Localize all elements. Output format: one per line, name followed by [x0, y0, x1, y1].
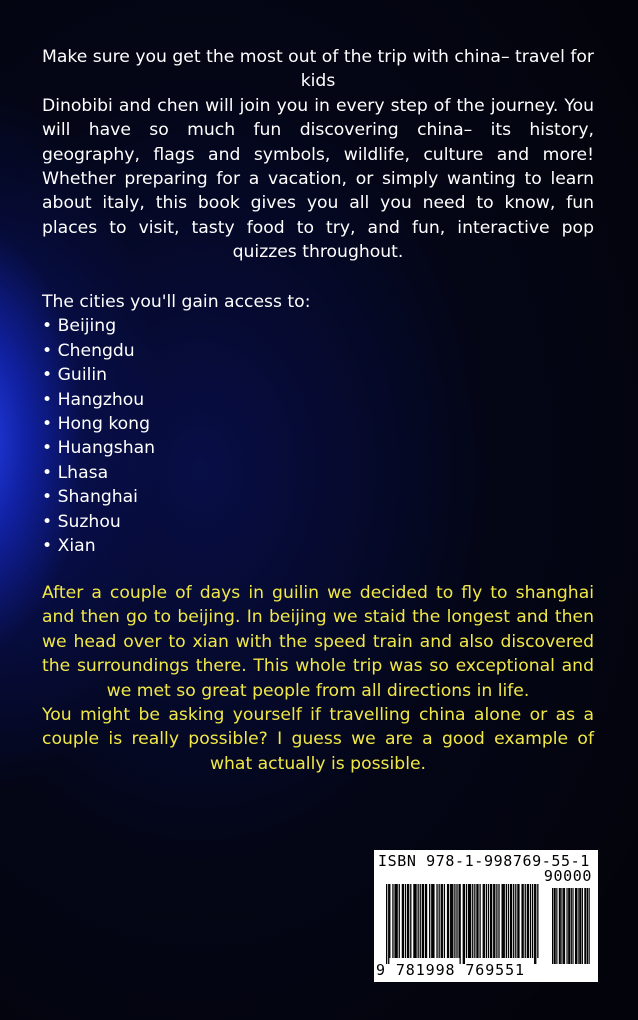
ean-digits: 9 781998 769551	[376, 961, 525, 979]
barcode-bar	[444, 884, 445, 958]
barcode-bar	[491, 884, 492, 958]
barcode-bar	[448, 884, 449, 958]
cities-section	[42, 290, 594, 558]
city-item: • Hangzhou	[42, 388, 594, 412]
barcode-bar	[511, 884, 512, 958]
barcode-bar	[477, 884, 478, 958]
barcode-addon-bar	[571, 888, 572, 964]
barcode-bar	[442, 884, 443, 958]
barcode-addon-bar	[561, 888, 562, 964]
barcode-bar	[464, 884, 465, 964]
barcode-bar	[466, 884, 467, 958]
barcode-bar	[389, 884, 390, 958]
barcode-bar	[392, 884, 393, 958]
barcode-bar	[515, 884, 516, 958]
barcode-bar	[426, 884, 427, 958]
barcode-bar	[496, 884, 497, 958]
city-item: • Xian	[42, 534, 594, 558]
barcode-bar	[433, 884, 434, 958]
barcode-addon-bar	[587, 888, 588, 964]
barcode-bar	[439, 884, 440, 958]
isbn-number: ISBN 978-1-998769-55-1	[378, 852, 590, 870]
intro-text	[42, 45, 594, 265]
barcode-addon-bar	[576, 888, 577, 964]
barcode-bars-icon	[386, 884, 590, 964]
barcode-bar	[498, 884, 499, 958]
barcode-bar	[508, 884, 509, 958]
barcode-bar	[429, 884, 430, 958]
city-item: • Beijing	[42, 314, 594, 338]
barcode-bar	[518, 884, 519, 958]
barcode-bar	[537, 884, 538, 958]
barcode-bar	[528, 884, 529, 958]
barcode-bar	[408, 884, 409, 958]
barcode-addon-bar	[555, 888, 556, 964]
barcode-bar	[415, 884, 416, 958]
city-item: • Guilin	[42, 363, 594, 387]
cities-heading: The cities you'll gain access to:	[42, 292, 311, 312]
city-item: • Suzhou	[42, 510, 594, 534]
barcode-bar	[386, 884, 387, 964]
barcode-bar	[436, 884, 437, 958]
barcode-bar	[486, 884, 487, 958]
barcode-bar	[513, 884, 514, 958]
barcode-bar	[479, 884, 480, 958]
barcode-addon-bar	[560, 888, 561, 964]
barcode-addon-bar	[552, 888, 553, 964]
barcode-bar	[399, 884, 400, 958]
barcode-bar	[397, 884, 398, 958]
barcode-bar	[410, 884, 411, 958]
barcode-addon-bar	[585, 888, 586, 964]
barcode-bar	[525, 884, 526, 958]
city-item: • Lhasa	[42, 461, 594, 485]
barcode-bar	[506, 884, 507, 958]
barcode-bar	[474, 884, 475, 958]
barcode-bar	[403, 884, 404, 958]
city-item: • Chengdu	[42, 339, 594, 363]
barcode-bar	[488, 884, 489, 958]
barcode-addon-bar	[564, 888, 565, 964]
isbn-barcode	[374, 850, 598, 982]
barcode-addon-bar	[578, 888, 579, 964]
barcode-addon-bar	[589, 888, 590, 964]
barcode-addon-bar	[582, 888, 583, 964]
barcode-bar	[456, 884, 457, 958]
barcode-addon-bar	[572, 888, 573, 964]
barcode-bar	[454, 884, 455, 958]
cities-list	[42, 314, 594, 558]
intro-paragraph: Dinobibi and chen will join you in every step of the journey. You will have so much fun discovering china– its history, geography, flags and symbols, wildlife, culture and more! Whether preparing for a vacation, or simply wanting to learn about italy, this book gives you all you need to know, fun places to visit, tasty food to try, and fun, interactive pop quizzes throughout.	[42, 95, 594, 263]
city-item: • Shanghai	[42, 485, 594, 509]
barcode-bar	[470, 884, 471, 958]
city-item: • Hong kong	[42, 412, 594, 436]
barcode-bar	[535, 884, 536, 964]
barcode-bar	[460, 884, 461, 964]
barcode-bar	[423, 884, 424, 958]
barcode-bar	[484, 884, 485, 958]
barcode-bar	[494, 884, 495, 958]
city-item: • Huangshan	[42, 436, 594, 460]
barcode-addon-bar	[569, 888, 570, 964]
story-text	[42, 581, 594, 776]
story-paragraph-1: After a couple of days in guilin we decided to fly to shanghai and then go to beijing. In beijing we staid the longest and then we head over to xian with the speed train and also discovered the surroundings there. This whole trip was so exceptional and we met so great people from all directions in life.	[42, 583, 594, 701]
intro-headline: Make sure you get the most out of the trip with china– travel for kids	[42, 47, 594, 92]
barcode-bar	[420, 884, 421, 958]
barcode-bar	[418, 884, 419, 958]
barcode-addon-bar	[566, 888, 567, 964]
barcode-bar	[504, 884, 505, 958]
barcode-bar	[452, 884, 453, 958]
barcode-bar	[472, 884, 473, 958]
barcode-bar	[523, 884, 524, 958]
barcode-addon-bar	[556, 888, 557, 964]
story-paragraph-2: You might be asking yourself if travelling china alone or as a couple is really possible? I guess we are a good example of what actually is possible.	[42, 705, 594, 774]
barcode-bar	[530, 884, 531, 958]
barcode-addon-bar	[580, 888, 581, 964]
barcode-bar	[532, 884, 533, 958]
barcode-bar	[405, 884, 406, 958]
barcode-addon-number: 90000	[543, 867, 592, 885]
